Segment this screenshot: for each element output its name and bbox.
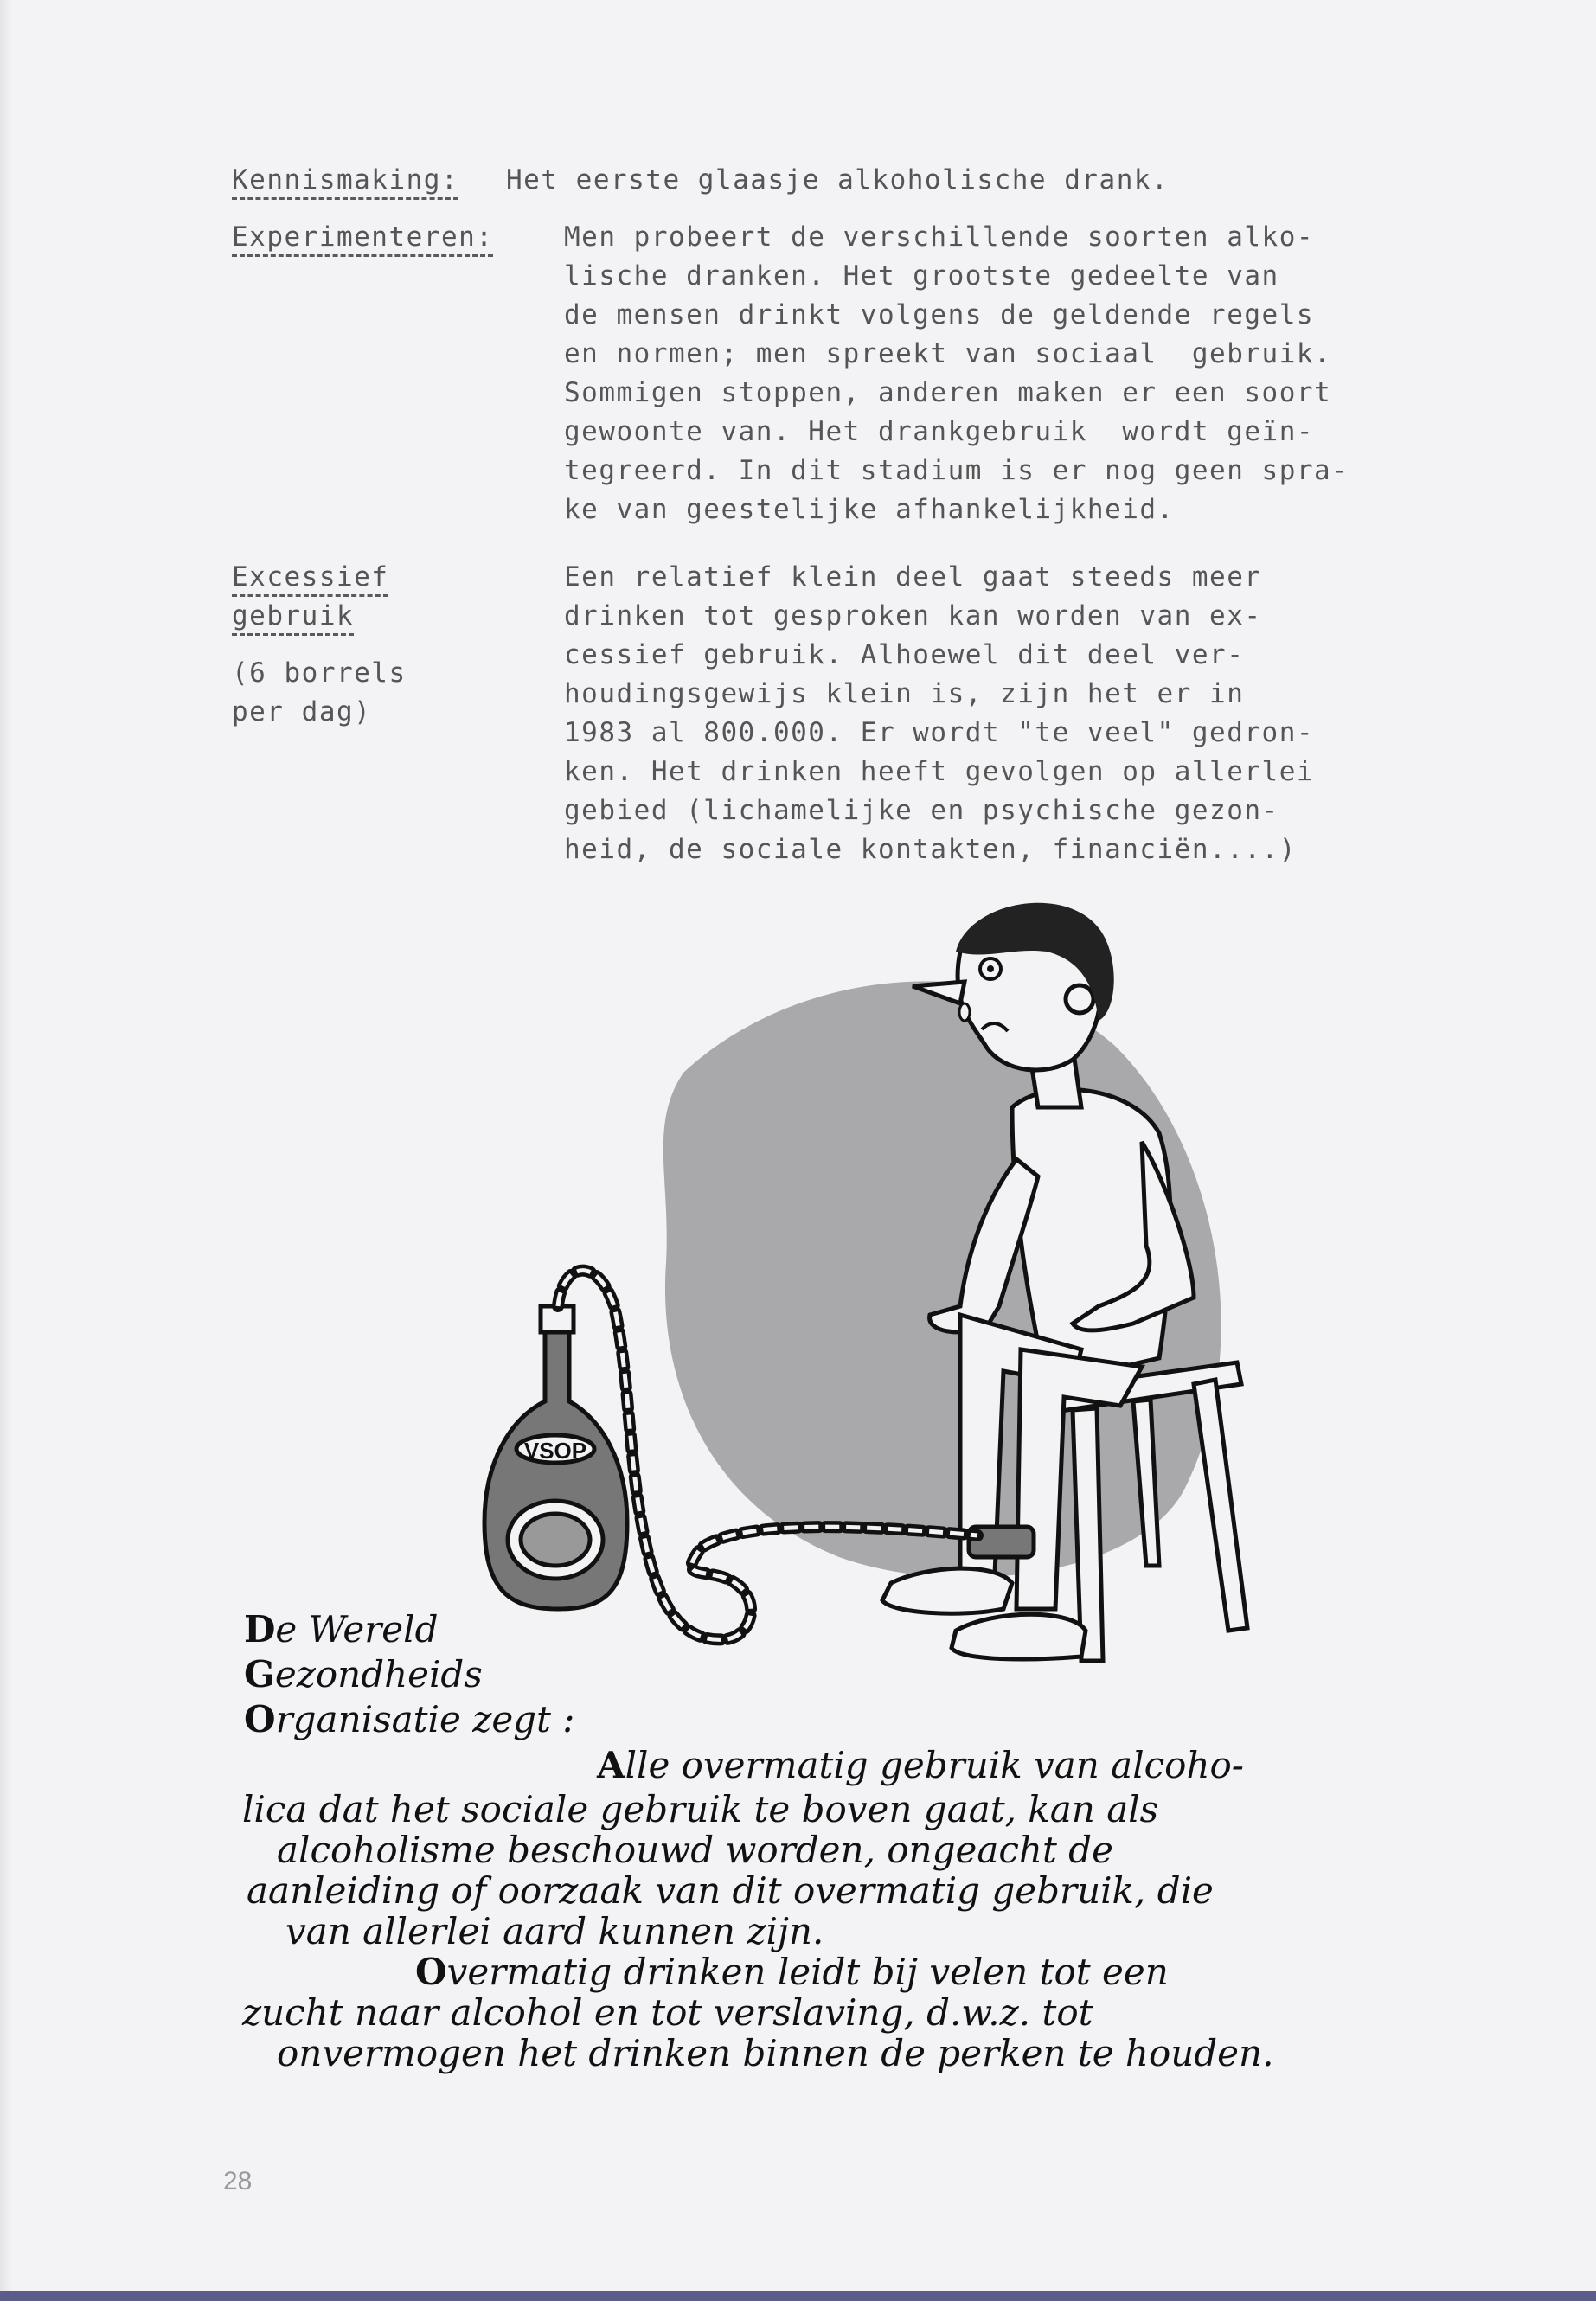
term-excessief: Excessief [232,558,388,597]
quote-line: onvermogen het drinken binnen de perken te houden. [277,2032,1274,2074]
definition-line: houdingsgewijs klein is, zijn het er in [564,678,1245,709]
org-line-3: Organisatie zegt : [244,1698,575,1740]
definition-line: gebied (lichamelijke en psychische gezon- [564,795,1279,826]
quote-line: alcoholisme beschouwd worden, ongeacht de [277,1829,1113,1871]
term-kennismaking: Kennismaking: [232,161,458,200]
quote-line: van allerlei aard kunnen zijn. [285,1910,824,1952]
definition-line: ken. Het drinken heeft gevolgen op allerlei [564,756,1315,787]
bottle-label: VSOP [523,1438,587,1464]
definition-line: drinken tot gesproken kan worden van ex- [564,600,1262,631]
quote-line: zucht naar alcohol en tot verslaving, d.w.z. tot [242,1991,1093,2034]
definition-line: en normen; men spreekt van sociaal gebruik. [564,338,1332,369]
term-note: per dag) [232,696,372,727]
quote-line: lica dat het sociale gebruik te boven gaat, kan als [242,1788,1159,1830]
definition-line: ke van geestelijke afhankelijkheid. [564,494,1175,525]
page-shadow [0,0,12,2301]
tear [959,1003,970,1021]
eye [987,965,994,972]
term-note: (6 borrels [232,657,407,689]
quote-line: aanleiding of oorzaak van dit overmatig gebruik, die [247,1869,1214,1912]
term-experimenteren: Experimenteren: [232,218,493,257]
definition-line: cessief gebruik. Alhoewel dit deel ver- [564,639,1245,670]
definition-line: Een relatief klein deel gaat steeds meer [564,561,1262,593]
page-number: 28 [223,2167,253,2195]
org-line-1: De Wereld [244,1608,439,1650]
definition-line: 1983 al 800.000. Er wordt "te veel" gedron- [564,717,1315,748]
definition-kennismaking: Het eerste glaasje alkoholische drank. [506,164,1170,195]
quote-line: Overmatig drinken leidt bij velen tot een [415,1951,1169,1993]
definition-line: tegreerd. In dit stadium is er nog geen spra- [564,455,1349,486]
definition-line: heid, de sociale kontakten, financiën....) [564,834,1297,865]
stool [1051,1362,1247,1661]
definition-line: de mensen drinkt volgens de geldende regels [564,299,1315,330]
cartoon-illustration [476,900,1280,1713]
term-gebruik: gebruik [232,597,354,636]
definition-line: gewoonte van. Het drankgebruik wordt geïn- [564,416,1315,447]
org-line-2: Gezondheids [244,1653,483,1695]
definition-line: Sommigen stoppen, anderen maken er een soort [564,377,1332,408]
definition-line: lische dranken. Het grootste gedeelte van [564,260,1279,292]
definition-line: Men probeert de verschillende soorten alko- [564,221,1315,253]
page-edge [0,2291,1596,2301]
quote-line: Alle overmatig gebruik van alcoho- [597,1744,1244,1786]
